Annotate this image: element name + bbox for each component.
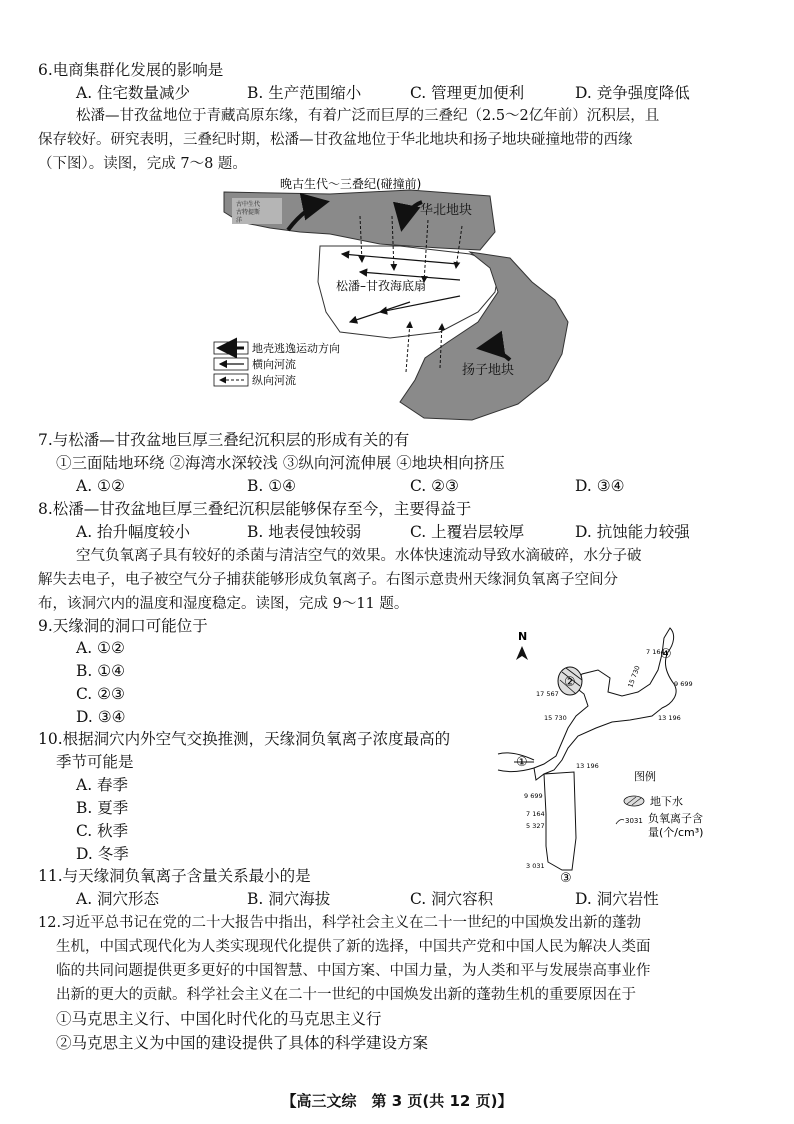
value-13196-mid: 13 196: [576, 762, 599, 770]
q8-option-d: D. 抗蚀能力较强: [575, 523, 690, 541]
q10-option-a: A. 春季: [76, 776, 129, 794]
tectonic-map-figure: [210, 172, 590, 424]
q8-option-a: A. 抬升幅度较小: [76, 523, 191, 541]
q9-option-b: B. ①④: [76, 662, 126, 680]
value-13196-right: 13 196: [658, 714, 681, 722]
q8-option-b: B. 地表侵蚀较弱: [247, 523, 362, 541]
q7-stem: 7.与松潘—甘孜盆地巨厚三叠纪沉积层的形成有关的有: [38, 431, 410, 449]
passage2-line-3: 布，该洞穴内的温度和湿度稳定。读图，完成 9～11 题。: [38, 596, 409, 612]
q11-option-c: C. 洞穴容积: [410, 890, 494, 908]
passage1-line-3: （下图）。读图，完成 7～8 题。: [38, 156, 247, 172]
q11-option-d: D. 洞穴岩性: [575, 890, 659, 908]
q6-option-d: D. 竞争强度降低: [575, 84, 690, 102]
q6-option-b: B. 生产范围缩小: [247, 84, 362, 102]
value-9699-bottom: 9 699: [524, 792, 543, 800]
passage2-line-1: 空气负氧离子具有较好的杀菌与清洁空气的效果。水体快速流动导致水滴破碎，水分子破: [76, 548, 642, 564]
fig1-title: 晚古生代～三叠纪(碰撞前): [280, 177, 422, 191]
q7-option-d: D. ③④: [575, 477, 625, 495]
value-3031: 3 031: [526, 862, 545, 870]
legend-groundwater: 地下水: [650, 795, 683, 808]
left-note-line-2: 古特提斯: [236, 209, 261, 216]
q10-option-d: D. 冬季: [76, 845, 129, 863]
q11-option-b: B. 洞穴海拔: [247, 890, 331, 908]
legend-ion-value: 3031: [625, 817, 643, 825]
q12-stem-line-2: 生机，中国式现代化为人类实现现代化提供了新的选择，中国共产党和中国人民为解决人类面: [56, 939, 651, 955]
q12-stem-line-4: 出新的更大的贡献。科学社会主义在二十一世纪的中国焕发出新的蓬勃生机的重要原因在于: [56, 987, 636, 1003]
value-7164-top: 7 164: [646, 648, 665, 656]
q11-stem: 11.与天缘洞负氧离子含量关系最小的是: [38, 867, 311, 885]
mark-1: ①: [516, 755, 528, 770]
legend-transverse: 横向河流: [252, 358, 296, 371]
q10-option-c: C. 秋季: [76, 822, 129, 840]
q12-stem-line-1: 12.习近平总书记在党的二十大报告中指出，科学社会主义在二十一世纪的中国焕发出新的蓬勃: [38, 915, 642, 931]
q10-stem-line-2: 季节可能是: [56, 753, 134, 771]
legend-escape: 地壳逃逸运动方向: [252, 342, 340, 355]
passage2-line-2: 解失去电子，电子被空气分子捕获能够形成负氧离子。右图示意贵州天缘洞负氧离子空间分: [38, 572, 618, 588]
q7-option-c: C. ②③: [410, 477, 459, 495]
q12-item-2: ②马克思主义为中国的建设提供了具体的科学建设方案: [56, 1034, 429, 1052]
left-note-line-3: 洋: [236, 217, 243, 224]
q6-option-c: C. 管理更加便利: [410, 84, 525, 102]
q12-stem-line-3: 临的共同问题提供更多更好的中国智慧、中国方案、中国力量，为人类和平与发展崇高事业作: [56, 963, 651, 979]
north-label: N: [518, 630, 528, 643]
q11-option-a: A. 洞穴形态: [76, 890, 160, 908]
value-7164-bottom: 7 164: [526, 810, 545, 818]
passage1-line-1: 松潘—甘孜盆地位于青藏高原东缘，有着广泛而巨厚的三叠纪（2.5～2亿年前）沉积层，且: [76, 108, 660, 124]
value-5327: 5 327: [526, 822, 545, 830]
fig2-legend: [616, 769, 703, 839]
q12-item-1: ①马克思主义行、中国化时代化的马克思主义行: [56, 1010, 382, 1028]
q7-items: ①三面陆地环绕 ②海湾水深较浅 ③纵向河流伸展 ④地块相向挤压: [56, 454, 505, 472]
value-15730-right: 15 730: [626, 664, 642, 689]
q9-option-c: C. ②③: [76, 685, 125, 703]
north-block-label: 华北地块: [420, 203, 473, 218]
mark-2: ②: [564, 675, 576, 690]
legend-ion-line-1: 负氧离子含: [648, 812, 703, 825]
q6-stem: 6.电商集群化发展的影响是: [38, 61, 224, 79]
left-note-line-1: 古中生代: [236, 201, 261, 208]
legend-title: 图例: [634, 770, 656, 783]
q6-option-a: A. 住宅数量减少: [76, 84, 191, 102]
q7-option-a: A. ①②: [76, 477, 125, 495]
q9-option-a: A. ①②: [76, 639, 125, 657]
q7-option-b: B. ①④: [247, 477, 297, 495]
q8-option-c: C. 上覆岩层较厚: [410, 523, 525, 541]
q10-option-b: B. 夏季: [76, 799, 129, 817]
fig1-legend: [214, 341, 340, 387]
passage1-line-2: 保存较好。研究表明，三叠纪时期，松潘—甘孜盆地位于华北地块和扬子地块碰撞地带的西缘: [38, 132, 633, 148]
value-15730-left: 15 730: [544, 714, 567, 722]
q10-stem-line-1: 10.根据洞穴内外空气交换推测，天缘洞负氧离子浓度最高的: [38, 730, 451, 748]
q9-option-d: D. ③④: [76, 708, 126, 726]
north-arrow-icon: [516, 646, 528, 660]
q9-stem: 9.天缘洞的洞口可能位于: [38, 617, 208, 635]
mark-4: ④: [660, 647, 672, 662]
south-block-label: 扬子地块: [462, 363, 515, 378]
legend-ion-line-2: 量(个/cm³): [648, 826, 704, 839]
page-footer: 【高三文综 第 3 页(共 12 页)】: [281, 1092, 513, 1110]
cave-map-figure: [484, 624, 734, 886]
value-17567: 17 567: [536, 690, 559, 698]
mark-3: ③: [560, 871, 572, 886]
value-9699-top: 9 699: [674, 680, 693, 688]
basin-label: 松潘–甘孜海底扇: [336, 279, 427, 293]
legend-longitudinal: 纵向河流: [252, 374, 296, 387]
q8-stem: 8.松潘—甘孜盆地巨厚三叠纪沉积层能够保存至今，主要得益于: [38, 500, 472, 518]
